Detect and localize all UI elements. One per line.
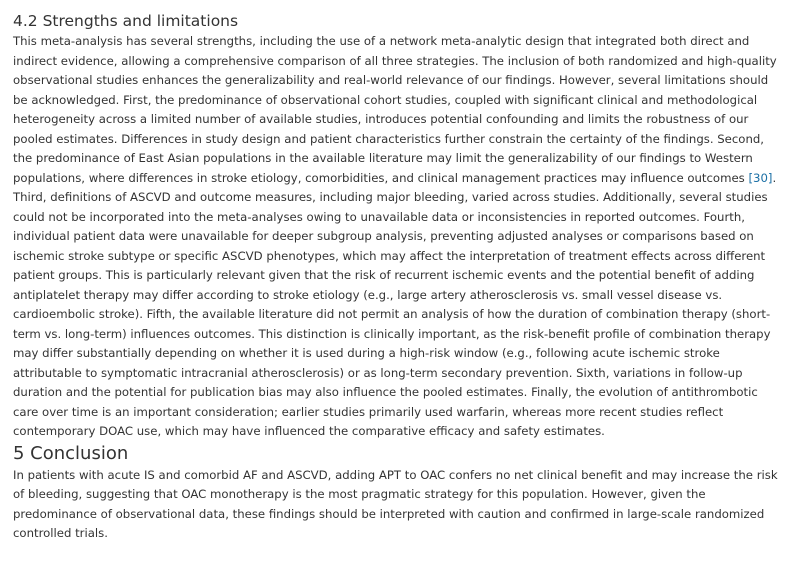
section-heading-conclusion: 5 Conclusion bbox=[13, 442, 129, 464]
paragraph-text-part-2: . Third, definitions of ASCVD and outcome measures, including major bleeding, varied across studies. Additionally, several studies could not be incorporated into the meta-analyses owing to unavailable data or inconsistencies in reported outcomes. Fourth, individual patient data were unavailable for deeper subgroup analysis, preventing adjusted analyses or comparisons based on ischemic stroke subtype or specific ASCVD phenotypes, which may affect the interpretation of treatment effects across different patient groups. This is particularly relevant given that the risk of recurrent ischemic events and the potential benefit of adding antiplatelet therapy may differ according to stroke etiology (e.g., large artery atherosclerosis vs. small vessel disease vs. cardioembolic stroke). Fifth, the available literature did not permit an analysis of how the duration of combination therapy (short-term vs. long-term) influences outcomes. This distinction is clinically important, as the risk-benefit profile of combination therapy may differ substantially depending on whether it is used during a high-risk window (e.g., following acute ischemic stroke attributable to symptomatic intracranial atherosclerosis) or as long-term secondary prevention. Sixth, variations in follow-up duration and the potential for publication bias may also influence the pooled estimates. Finally, the evolution of antithrombotic care over time is an important consideration; earlier studies primarily used warfarin, whereas more recent studies reflect contemporary DOAC use, which may have influenced the comparative efficacy and safety estimates. bbox=[13, 170, 777, 438]
paragraph-text-part-1: This meta-analysis has several strengths, including the use of a network meta-analytic design that integrated both direct and indirect evidence, allowing a comprehensive comparison of all three strategies. The inclusion of both randomized and high-quality observational studies enhances the generalizability and real-world relevance of our findings. However, several limitations should be acknowledged. First, the predominance of observational cohort studies, coupled with significant clinical and methodological heterogeneity across a limited number of available studies, introduces potential confounding and limits the robustness of our pooled estimates. Differences in study design and patient characteristics further constrain the certainty of the findings. Second, the predominance of East Asian populations in the available literature may limit the generalizability of our findings to Western populations, where differences in stroke etiology, comorbidities, and clinical management practices may influence outcomes bbox=[13, 34, 777, 185]
article-content bbox=[13, 0, 785, 544]
citation-link-30[interactable]: [30] bbox=[748, 170, 773, 185]
section-heading-strengths-limitations: 4.2 Strengths and limitations bbox=[13, 12, 239, 30]
conclusion-paragraph: In patients with acute IS and comorbid AF and ASCVD, adding APT to OAC confers no net clinical benefit and may increase the risk of bleeding, suggesting that OAC monotherapy is the most pragmatic strategy for this population. However, given the predominance of observational data, these findings should be interpreted with caution and confirmed in large-scale randomized controlled trials. bbox=[13, 467, 778, 540]
strengths-limitations-paragraph bbox=[13, 32, 785, 442]
